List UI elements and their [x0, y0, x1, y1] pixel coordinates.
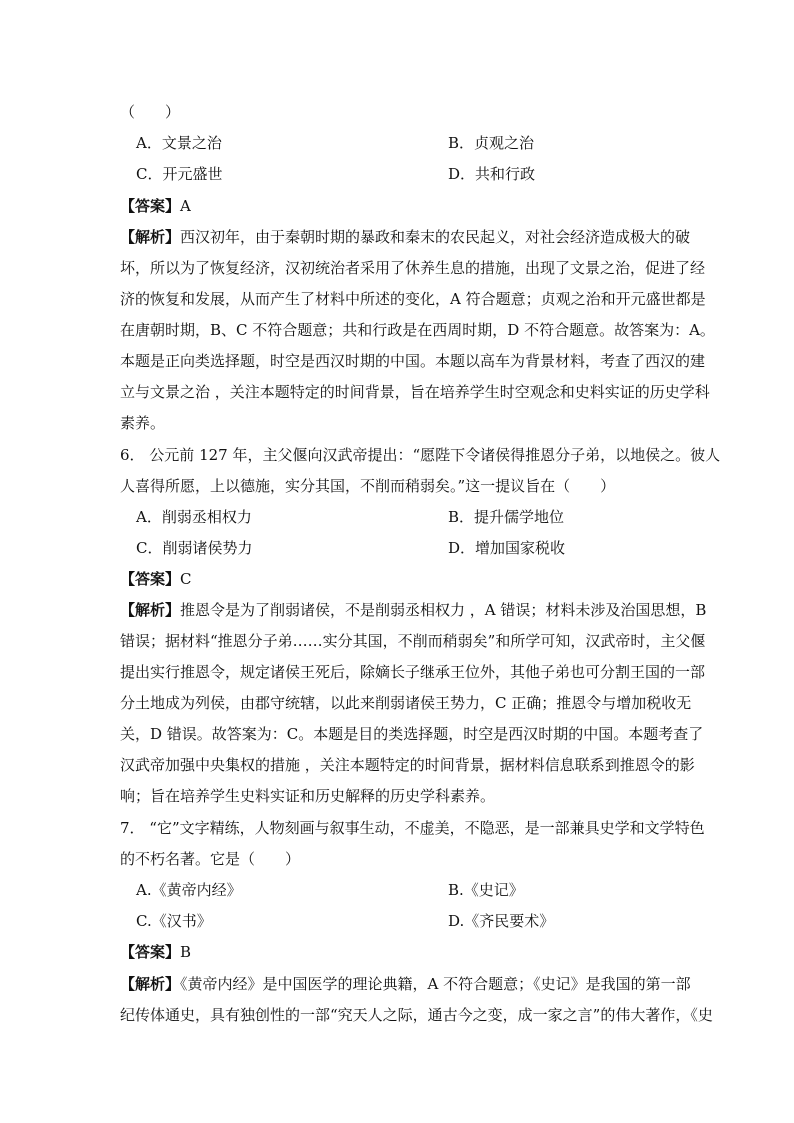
- analysis-text: 在唐朝时期，B、C 不符合题意；共和行政是在西周时期，D 不符合题意。故答案为：A。: [120, 321, 715, 339]
- analysis-text: 分土地成为列侯，由郡守统辖，以此来削弱诸侯王势力，C 正确；推恩令与增加税收无: [120, 694, 692, 712]
- analysis-text: 本题是正向类选择题，时空是西汉时期的中国。本题以高车为背景材料，考查了西汉的建: [120, 352, 706, 370]
- answer-value: C: [180, 570, 192, 588]
- analysis-text: 纪传体通史，具有独创性的一部“究天人之际，通古今之变，成一家之言”的伟大著作，《史: [120, 1006, 713, 1024]
- analysis-text: 西汉初年，由于秦朝时期的暴政和秦末的农民起义，对社会经济造成极大的破: [180, 228, 691, 246]
- question-6-stem: 6． 公元前 127 年，主父偃向汉武帝提出：“愿陛下令诸侯得推恩分子弟，以地侯之。彼人: [120, 446, 721, 464]
- analysis-text: 济的恢复和发展，从而产生了材料中所述的变化，A 符合题意；贞观之治和开元盛世都是: [120, 290, 706, 308]
- answer-label: 【答案】: [120, 943, 181, 961]
- analysis-text: 响；旨在培养学生史料实证和历史解释的历史学科素养。: [120, 787, 496, 805]
- question-7-stem: 7． “它”文字精练，人物刻画与叙事生动，不虚美，不隐恶，是一部兼具史学和文学特色: [120, 819, 705, 837]
- option-b: B.《史记》: [448, 881, 524, 899]
- analysis-line: [120, 600, 706, 620]
- answer-label: 【答案】: [120, 570, 181, 588]
- analysis-text: 关，D 错误。故答案为：C。本题是目的类选择题，时空是西汉时期的中国。本题考查了: [120, 725, 704, 743]
- analysis-label: 【解析】: [120, 601, 181, 619]
- analysis-text: 坏，所以为了恢复经济，汉初统治者采用了休养生息的措施，出现了文景之治，促进了经: [120, 259, 706, 277]
- analysis-text: 汉武帝加强中央集权的措施 ，关注本题特定的时间背景，据材料信息联系到推恩令的影: [120, 756, 695, 774]
- analysis-line: [120, 974, 691, 994]
- analysis-text: 提出实行推恩令，规定诸侯王死后，除嫡长子继承王位外，其他子弟也可分割王国的一部: [120, 663, 706, 681]
- analysis-text: 立与文景之治 ，关注本题特定的时间背景，旨在培养学生时空观念和史料实证的历史学科: [120, 383, 710, 401]
- answer-value: B: [180, 943, 192, 961]
- analysis-text: 《黄帝内经》是中国医学的理论典籍，A 不符合题意；《史记》是我国的第一部: [180, 975, 691, 993]
- option-c: C．削弱诸侯势力: [136, 539, 253, 557]
- answer-line: [120, 942, 191, 962]
- option-b: B．贞观之治: [448, 134, 535, 152]
- option-d: D.《齐民要术》: [448, 912, 555, 930]
- analysis-label: 【解析】: [120, 975, 181, 993]
- option-b: B．提升儒学地位: [448, 508, 565, 526]
- option-c: C．开元盛世: [136, 165, 223, 183]
- question-6-stem: 人喜得所愿，上以德施，实分其国，不削而稍弱矣。”这一提议旨在（ ）: [120, 477, 616, 495]
- question-7-stem: 的不朽名著。它是（ ）: [120, 850, 301, 868]
- option-d: D．增加国家税收: [448, 539, 566, 557]
- analysis-label: 【解析】: [120, 228, 181, 246]
- answer-value: A: [180, 197, 191, 215]
- analysis-text: 推恩令是为了削弱诸侯，不是削弱丞相权力 ，A 错误；材料未涉及治国思想，B: [180, 601, 707, 619]
- analysis-text: 素养。: [120, 414, 166, 432]
- answer-line: [120, 569, 192, 589]
- analysis-line: [120, 227, 690, 247]
- analysis-text: 错误；据材料“推恩分子弟……实分其国，不削而稍弱矣”和所学可知，汉武帝时，主父偃: [120, 632, 706, 650]
- option-a: A.《黄帝内经》: [136, 881, 242, 899]
- option-a: A．削弱丞相权力: [136, 508, 252, 526]
- answer-line: [120, 196, 191, 216]
- question-5-tail: （ ）: [120, 103, 181, 121]
- answer-label: 【答案】: [120, 197, 181, 215]
- option-d: D．共和行政: [448, 165, 536, 183]
- option-a: A．文景之治: [136, 134, 222, 152]
- option-c: C.《汉书》: [136, 912, 212, 930]
